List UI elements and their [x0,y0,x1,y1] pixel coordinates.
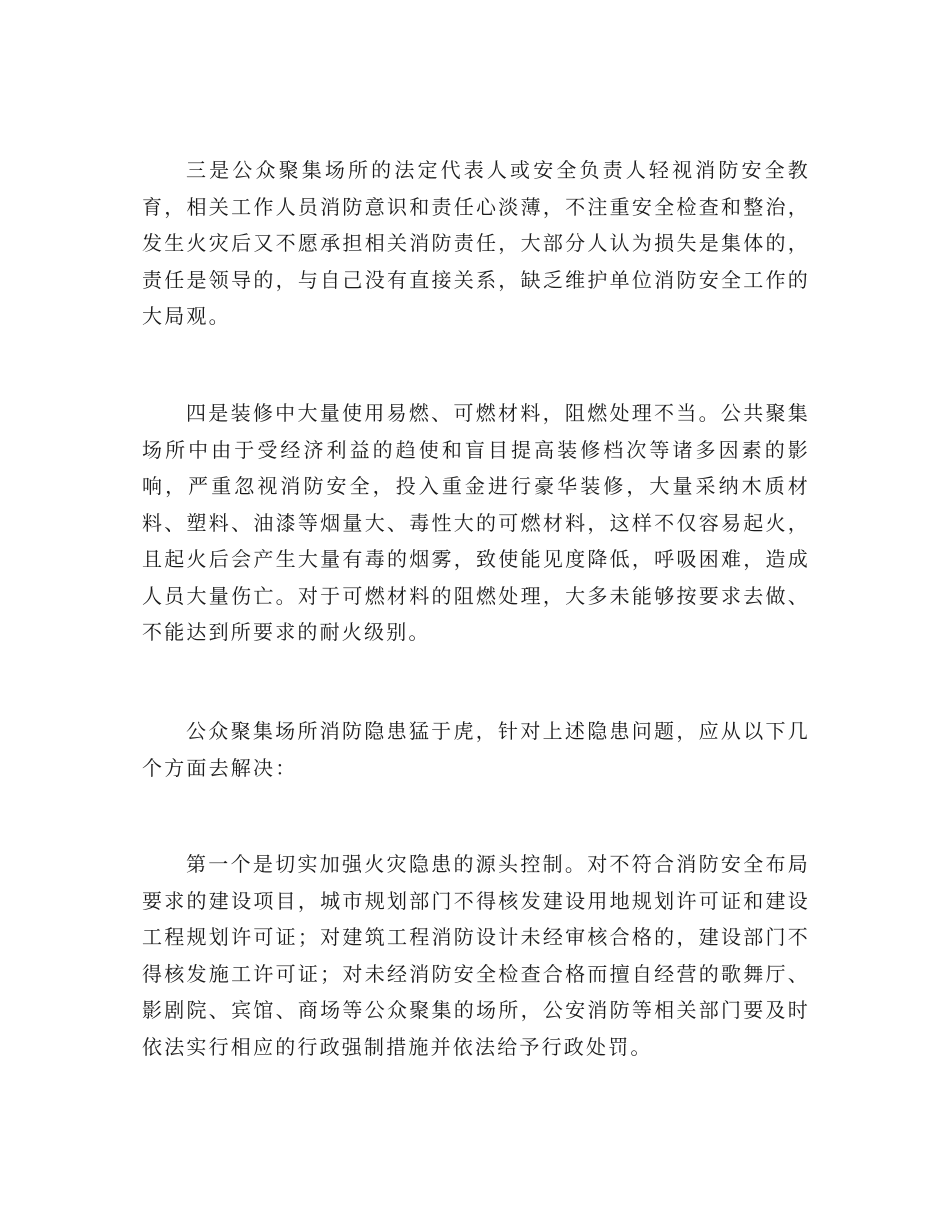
paragraph-1: 三是公众聚集场所的法定代表人或安全负责人轻视消防安全教育，相关工作人员消防意识和责任心淡薄，不注重安全检查和整治，发生火灾后又不愿承担相关消防责任，大部分人认为损失是集体的，责任是领导的，与自己没有直接关系，缺乏维护单位消防安全工作的大局观。 [142,158,810,328]
paragraph-4: 第一个是切实加强火灾隐患的源头控制。对不符合消防安全布局要求的建设项目，城市规划部门不得核发建设用地规划许可证和建设工程规划许可证；对建筑工程消防设计未经审核合格的，建设部门不得核发施工许可证；对未经消防安全检查合格而擅自经营的歌舞厅、影剧院、宾馆、商场等公众聚集的场所，公安消防等相关部门要及时依法实行相应的行政强制措施并依法给予行政处罚。 [142,852,810,1059]
paragraph-3: 公众聚集场所消防隐患猛于虎，针对上述隐患问题，应从以下几个方面去解决： [142,719,810,780]
paragraph-2: 四是装修中大量使用易燃、可燃材料，阻燃处理不当。公共聚集场所中由于受经济利益的趋使和盲目提高装修档次等诸多因素的影响，严重忽视消防安全，投入重金进行豪华装修，大量采纳木质材料、塑料、油漆等烟量大、毒性大的可燃材料，这样不仅容易起火，且起火后会产生大量有毒的烟雾，致使能见度降低，呼吸困难，造成人员大量伤亡。对于可燃材料的阻燃处理，大多未能够按要求去做、不能达到所要求的耐火级别。 [142,401,810,644]
